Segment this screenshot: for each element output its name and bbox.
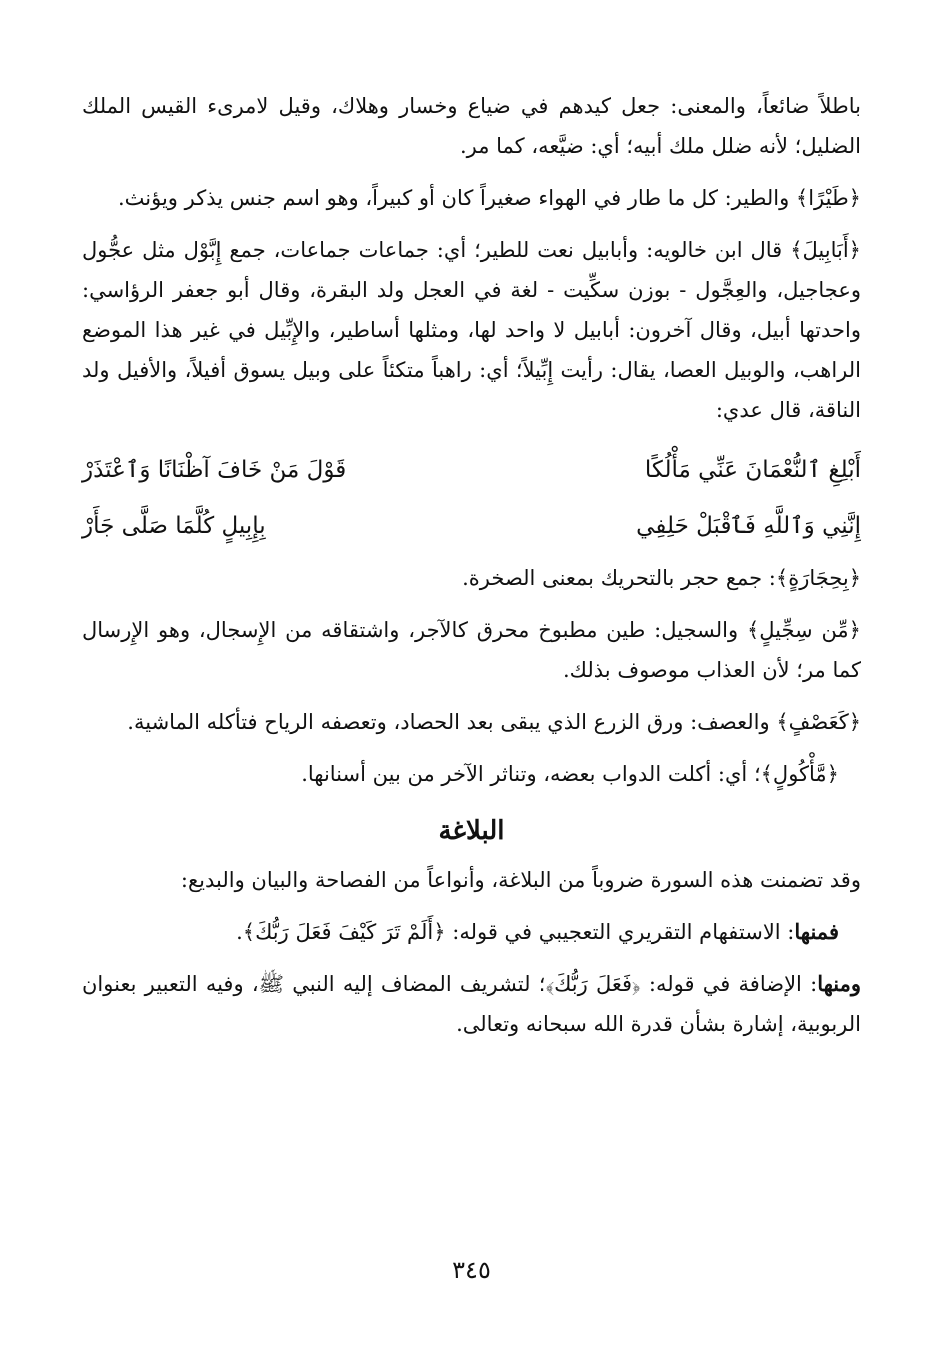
poem — [82, 442, 861, 554]
paragraph-text: وقد تضمنت هذه السورة ضروباً من البلاغة، وأنواعاً من الفصاحة والبيان والبديع: — [180, 868, 861, 892]
paragraph-balagha-first — [82, 912, 861, 952]
paragraph-asf — [82, 702, 861, 742]
paragraph-balagha-second — [82, 964, 861, 1044]
poem-hemistich-second: قَوْلَ مَنْ خَافَ آظْنَانًا وَٱعْتَذَرْ — [82, 457, 347, 483]
paragraph-batilan — [82, 86, 861, 166]
page-number: ٣٤٥ — [452, 1256, 491, 1284]
paragraph-text: ؛ أي: أكلت الدواب بعضه، وتناثر الآخر من بين أسنانها. — [301, 762, 761, 786]
section-heading-balagha: البلاغة — [438, 816, 505, 846]
paragraph-sijjil — [82, 610, 861, 690]
quran-term: ﴿طَيْرًا﴾ — [795, 186, 861, 210]
paragraph-ababil — [82, 230, 861, 430]
paragraph-text: : جمع حجر بالتحريك بمعنى الصخرة. — [462, 566, 776, 590]
quran-term: ﴿مِّن سِجِّيلٍ﴾ — [746, 618, 861, 642]
quran-term: ﴿مَّأْكُولٍ﴾ — [760, 762, 839, 786]
paragraph-hijara — [82, 558, 861, 598]
paragraph-balagha-intro — [82, 860, 861, 900]
poem-verse — [82, 442, 861, 498]
quran-term: ﴿بِحِجَارَةٍ﴾ — [775, 566, 861, 590]
quran-term: ﴿أَبَابِيلَ﴾ — [790, 238, 861, 262]
poem-verse — [82, 498, 861, 554]
paragraph-text: : الإضافة في قوله: ﴿فَعَلَ رَبُّكَ﴾؛ لتشريف المضاف إليه النبي ﷺ، وفيه التعبير بعنوان الربوبية، إشارة بشأن قدرة الله سبحانه وتعالى. — [82, 972, 861, 1036]
poem-hemistich-first: إِنَّنِي وَٱللَّهِ فَٱقْبَلْ حَلِفِي — [636, 513, 861, 539]
paragraph-text: والطير: كل ما طار في الهواء صغيراً كان أو كبيراً، وهو اسم جنس يذكر ويؤنث. — [117, 186, 790, 210]
paragraph-text: والسجيل: طين مطبوخ محرق كالآجر، واشتقاقه من الإِسجال، وهو الإِرسال كما مر؛ لأن العذاب موصوف بذلك. — [82, 618, 861, 682]
poem-hemistich-first: أَبْلِغِ ٱلنُّعْمَانَ عَنِّي مَأْلُكًا — [644, 457, 861, 483]
quran-term: ﴿كَعَصْفٍ﴾ — [776, 710, 861, 734]
paragraph-text: : الاستفهام التقريري التعجيبي في قوله: ﴿أَلَمْ تَرَ كَيْفَ فَعَلَ رَبُّكَ﴾. — [236, 920, 795, 944]
lead-word: ومنها — [817, 971, 861, 996]
paragraph-makul — [82, 754, 861, 794]
paragraph-text: والعصف: ورق الزرع الذي يبقى بعد الحصاد، وتعصفه الرياح فتأكله الماشية. — [127, 710, 770, 734]
lead-word: فمنها — [794, 919, 839, 944]
paragraph-text: قال ابن خالويه: وأبابيل نعت للطير؛ أي: جماعات جماعات، جمع إِبَّوْل مثل عجُّول وعجاجيل، والعِجَّول - بوزن سكِّيت - لغة في العجل ولد البقرة، وقال أبو جعفر الرؤاسي: واحدتها أبيل، وقال آخرون: أبابيل لا واحد لها، ومثلها أساطير، والإِبِّيل في غير هذا الموضع الراهب، والوبيل العصا، يقال: رأيت إِبِّيلاً؛ أي: راهباً متكئاً على وبيل يسوق أفيلاً، والأفيل ولد الناقة، قال عدي: — [82, 238, 861, 422]
poem-hemistich-second: بِإِبِيلٍ كُلَّمَا صَلَّى جَأَرْ — [82, 513, 266, 539]
paragraph-tayr — [82, 178, 861, 218]
paragraph-text: باطلاً ضائعاً، والمعنى: جعل كيدهم في ضياع وخسار وهلاك، وقيل لامرىء القيس الملك الضليل؛ لأنه ضلل ملك أبيه؛ أي: ضيَّعه، كما مر. — [82, 94, 861, 158]
